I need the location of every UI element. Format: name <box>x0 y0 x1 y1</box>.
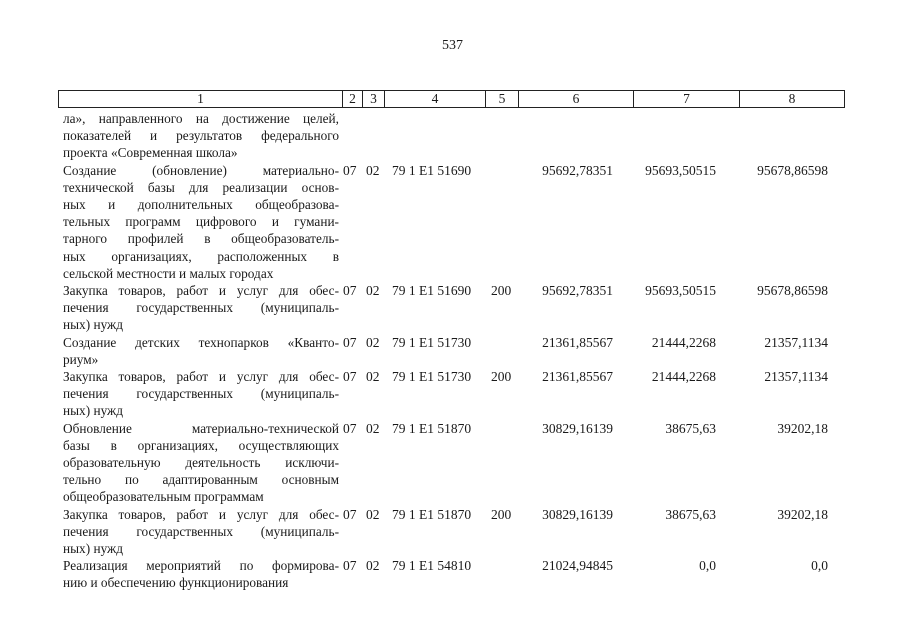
row-description <box>63 368 339 420</box>
table-row <box>0 368 905 420</box>
cell-c7: 21444,2268 <box>651 369 716 384</box>
cell-c4: 79 1 E1 51730 <box>392 334 472 350</box>
cell-c6: 21361,85567 <box>542 369 613 384</box>
cell-c8: 21357,1134 <box>764 334 828 350</box>
description-line: нию и обеспечению функционирования <box>63 575 289 591</box>
cell-c4: 79 1 E1 51690 <box>392 162 472 178</box>
cell-c3: 02 <box>366 558 380 574</box>
cell-c6: 21024,94845 <box>542 558 613 574</box>
description-line: Реализация мероприятий по формирова- <box>63 558 339 574</box>
row-description <box>63 162 339 282</box>
description-line: базы в организациях, осуществляющих <box>63 437 339 453</box>
description-line: печения государственных (муниципаль- <box>63 386 339 402</box>
cell-c8: 95678,86598 <box>757 162 828 178</box>
description-line: показателей и результатов федерального <box>63 128 339 144</box>
header-col-5: 5 <box>486 91 519 108</box>
description-line: проекта «Современная школа» <box>63 145 238 161</box>
row-description <box>63 506 339 558</box>
description-line: сельской местности и малых городах <box>63 265 274 281</box>
row-description <box>63 420 339 506</box>
description-line: ла», направленного на достижение целей, <box>63 111 339 126</box>
cell-c3: 02 <box>366 283 380 298</box>
description-line: тельных программ цифрового и гумани- <box>63 214 339 230</box>
description-line: ных организациях, расположенных в <box>63 248 339 264</box>
description-line: Обновление материально-технической <box>63 420 339 436</box>
cell-c2: 07 <box>343 334 357 350</box>
cell-c8: 39202,18 <box>777 506 828 522</box>
cell-c4: 79 1 E1 54810 <box>392 558 472 574</box>
cell-c6: 21361,85567 <box>542 334 613 350</box>
description-line: ных) нужд <box>63 317 123 333</box>
description-line: ных и дополнительных общеобразова- <box>63 196 339 212</box>
description-line: риум» <box>63 351 99 367</box>
cell-c7: 95693,50515 <box>645 162 716 178</box>
cell-c4: 79 1 E1 51690 <box>392 283 472 298</box>
row-description <box>63 334 339 368</box>
cell-c8: 39202,18 <box>777 420 828 436</box>
cell-c6: 30829,16139 <box>542 506 613 522</box>
cell-c2: 07 <box>343 420 357 436</box>
table-row <box>0 110 905 162</box>
cell-c3: 02 <box>366 162 380 178</box>
cell-c4: 79 1 E1 51730 <box>392 369 472 384</box>
description-line: печения государственных (муниципаль- <box>63 300 339 316</box>
cell-c5: 200 <box>491 369 512 384</box>
cell-c7: 38675,63 <box>665 420 716 436</box>
cell-c5: 200 <box>491 283 512 298</box>
page-number: 537 <box>442 38 463 53</box>
description-line: печения государственных (муниципаль- <box>63 523 339 539</box>
cell-c7: 38675,63 <box>665 506 716 522</box>
description-line: Создание (обновление) материально- <box>63 162 339 178</box>
table-row <box>0 162 905 282</box>
header-col-8: 8 <box>740 91 845 108</box>
cell-c7: 0,0 <box>699 558 716 574</box>
row-description <box>63 557 339 591</box>
description-line: тельно по адаптированным основным <box>63 472 339 488</box>
cell-c3: 02 <box>366 506 380 522</box>
cell-c7: 21444,2268 <box>651 334 716 350</box>
description-line: тарного профилей в общеобразователь- <box>63 231 339 247</box>
cell-c8: 95678,86598 <box>757 283 828 298</box>
cell-c8: 0,0 <box>811 558 828 574</box>
cell-c8: 21357,1134 <box>764 369 828 384</box>
cell-c2: 07 <box>343 162 357 178</box>
header-col-2: 2 <box>343 91 363 108</box>
row-description <box>63 282 339 334</box>
description-line: Закупка товаров, работ и услуг для обес- <box>63 369 339 384</box>
cell-c2: 07 <box>343 283 357 298</box>
cell-c3: 02 <box>366 334 380 350</box>
table-row <box>0 334 905 368</box>
table-row <box>0 420 905 506</box>
description-line: Закупка товаров, работ и услуг для обес- <box>63 506 339 522</box>
description-line: Создание детских технопарков «Кванто- <box>63 334 339 350</box>
description-line: общеобразовательным программам <box>63 489 264 505</box>
cell-c6: 95692,78351 <box>542 162 613 178</box>
table-row <box>0 282 905 334</box>
cell-c3: 02 <box>366 369 380 384</box>
description-line: ных) нужд <box>63 403 123 419</box>
cell-c4: 79 1 E1 51870 <box>392 420 472 436</box>
cell-c2: 07 <box>343 558 357 574</box>
table-row <box>0 557 905 591</box>
cell-c2: 07 <box>343 369 357 384</box>
description-line: технической базы для реализации основ- <box>63 179 339 195</box>
header-col-3: 3 <box>363 91 385 108</box>
header-col-7: 7 <box>634 91 740 108</box>
cell-c7: 95693,50515 <box>645 283 716 298</box>
header-col-6: 6 <box>519 91 634 108</box>
row-description <box>63 110 339 162</box>
cell-c4: 79 1 E1 51870 <box>392 506 472 522</box>
cell-c3: 02 <box>366 420 380 436</box>
cell-c6: 30829,16139 <box>542 420 613 436</box>
description-line: Закупка товаров, работ и услуг для обес- <box>63 283 339 298</box>
header-col-1: 1 <box>59 91 343 108</box>
description-line: ных) нужд <box>63 540 123 556</box>
description-line: образовательную деятельность исключи- <box>63 454 339 470</box>
cell-c6: 95692,78351 <box>542 283 613 298</box>
header-col-4: 4 <box>385 91 486 108</box>
cell-c2: 07 <box>343 506 357 522</box>
table-row <box>0 506 905 558</box>
cell-c5: 200 <box>491 506 512 522</box>
